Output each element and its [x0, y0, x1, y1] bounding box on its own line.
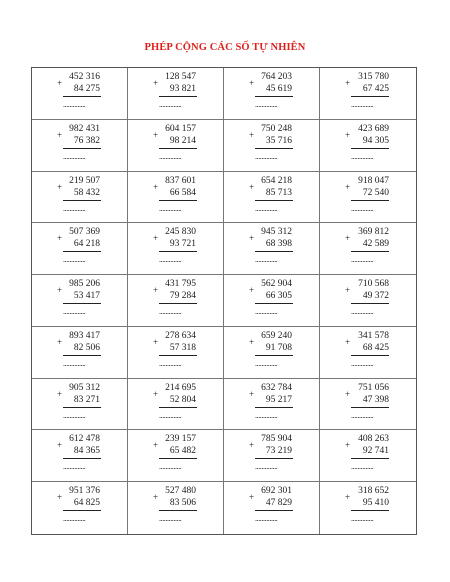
- answer-blank[interactable]: ..............: [351, 514, 374, 524]
- problem-cell: [320, 120, 416, 172]
- problem-cell: [224, 120, 320, 172]
- plus-sign: +: [153, 440, 159, 451]
- sum-line: [63, 251, 101, 252]
- problem-cell: [320, 172, 416, 224]
- first-addend: 527 480: [165, 486, 196, 497]
- problem-cell: [320, 327, 416, 379]
- answer-blank[interactable]: ..............: [159, 255, 182, 265]
- plus-sign: +: [345, 492, 351, 503]
- second-addend: 94 305: [362, 135, 389, 146]
- answer-blank[interactable]: ..............: [159, 462, 182, 472]
- problem-cell: [32, 379, 128, 431]
- sum-line: [351, 458, 389, 459]
- answer-blank[interactable]: ..............: [255, 255, 278, 265]
- second-addend: 98 214: [169, 135, 196, 146]
- second-addend: 93 821: [169, 84, 196, 94]
- answer-blank[interactable]: ..............: [255, 151, 278, 161]
- second-addend: 45 619: [265, 84, 292, 94]
- sum-line: [159, 200, 197, 201]
- second-addend: 67 425: [362, 84, 389, 94]
- plus-sign: +: [345, 78, 351, 88]
- problem-cell: [320, 68, 416, 120]
- plus-sign: +: [57, 440, 63, 451]
- plus-sign: +: [153, 492, 159, 503]
- sum-line: [159, 148, 197, 149]
- first-addend: 905 312: [69, 382, 100, 393]
- sum-line: [351, 251, 389, 252]
- page-title: PHÉP CỘNG CÁC SỐ TỰ NHIÊN: [144, 42, 306, 53]
- first-addend: 785 904: [261, 434, 292, 445]
- problem-cell: [224, 172, 320, 224]
- first-addend: 750 248: [261, 123, 292, 134]
- second-addend: 73 219: [265, 446, 292, 457]
- problem-cell: [32, 223, 128, 275]
- second-addend: 85 713: [265, 187, 292, 198]
- answer-blank[interactable]: ..............: [63, 151, 86, 161]
- second-addend: 84 365: [73, 446, 100, 457]
- first-addend: 278 634: [165, 330, 196, 341]
- sum-line: [255, 303, 293, 304]
- plus-sign: +: [57, 388, 63, 399]
- answer-blank[interactable]: ..............: [351, 255, 374, 265]
- answer-blank[interactable]: ..............: [63, 462, 86, 472]
- second-addend: 66 305: [265, 291, 292, 302]
- second-addend: 68 398: [265, 239, 292, 250]
- first-addend: 751 056: [358, 382, 389, 393]
- sum-line: [255, 148, 293, 149]
- problem-cell: [128, 379, 224, 431]
- plus-sign: +: [57, 78, 63, 88]
- second-addend: 47 829: [265, 498, 292, 509]
- answer-blank[interactable]: ..............: [255, 514, 278, 524]
- plus-sign: +: [249, 285, 255, 296]
- answer-blank[interactable]: ..............: [351, 203, 374, 213]
- answer-blank[interactable]: ..............: [63, 255, 86, 265]
- answer-blank[interactable]: ..............: [63, 358, 86, 368]
- problem-cell: [320, 275, 416, 327]
- answer-blank[interactable]: ..............: [255, 462, 278, 472]
- problem-cell: [128, 327, 224, 379]
- second-addend: 76 382: [73, 135, 100, 146]
- sum-line: [159, 407, 197, 408]
- first-addend: 710 568: [358, 279, 389, 290]
- answer-blank[interactable]: ..............: [63, 410, 86, 420]
- answer-blank[interactable]: ..............: [63, 514, 86, 524]
- sum-line: [159, 458, 197, 459]
- sum-line: [351, 355, 389, 356]
- first-addend: 341 578: [358, 330, 389, 341]
- answer-blank[interactable]: ..............: [159, 307, 182, 317]
- plus-sign: +: [57, 336, 63, 347]
- second-addend: 65 482: [169, 446, 196, 457]
- answer-blank[interactable]: ..............: [159, 358, 182, 368]
- first-addend: 982 431: [69, 123, 100, 134]
- first-addend: 315 780: [358, 72, 389, 82]
- first-addend: 692 301: [261, 486, 292, 497]
- sum-line: [255, 251, 293, 252]
- plus-sign: +: [153, 233, 159, 244]
- first-addend: 245 830: [165, 227, 196, 238]
- sum-line: [63, 303, 101, 304]
- sum-line: [351, 303, 389, 304]
- second-addend: 95 217: [265, 394, 292, 405]
- second-addend: 52 804: [169, 394, 196, 405]
- sum-line: [63, 510, 101, 511]
- answer-blank[interactable]: ..............: [351, 410, 374, 420]
- problem-cell: [32, 120, 128, 172]
- problem-cell: [320, 223, 416, 275]
- first-addend: 369 812: [358, 227, 389, 238]
- second-addend: 93 721: [169, 239, 196, 250]
- plus-sign: +: [345, 440, 351, 451]
- sum-line: [63, 407, 101, 408]
- sum-line: [351, 200, 389, 201]
- second-addend: 91 708: [265, 342, 292, 353]
- first-addend: 239 157: [165, 434, 196, 445]
- plus-sign: +: [57, 129, 63, 140]
- plus-sign: +: [153, 336, 159, 347]
- problem-cell: [320, 430, 416, 482]
- sum-line: [351, 96, 389, 97]
- sum-line: [159, 510, 197, 511]
- problem-cell: [320, 482, 416, 534]
- first-addend: 452 316: [69, 72, 100, 82]
- sum-line: [63, 96, 101, 97]
- answer-blank[interactable]: ..............: [63, 203, 86, 213]
- second-addend: 58 432: [73, 187, 100, 198]
- plus-sign: +: [153, 181, 159, 192]
- second-addend: 92 741: [362, 446, 389, 457]
- answer-blank[interactable]: ..............: [351, 358, 374, 368]
- problem-cell: [32, 327, 128, 379]
- sum-line: [351, 148, 389, 149]
- second-addend: 42 589: [362, 239, 389, 250]
- answer-blank[interactable]: ..............: [255, 307, 278, 317]
- plus-sign: +: [249, 336, 255, 347]
- problem-cell: [128, 172, 224, 224]
- first-addend: 893 417: [69, 330, 100, 341]
- second-addend: 83 271: [73, 394, 100, 405]
- answer-blank[interactable]: ..............: [255, 358, 278, 368]
- answer-blank[interactable]: ..............: [159, 410, 182, 420]
- problem-cell: [32, 482, 128, 534]
- plus-sign: +: [153, 78, 159, 88]
- plus-sign: +: [249, 129, 255, 140]
- second-addend: 66 584: [169, 187, 196, 198]
- second-addend: 35 716: [265, 135, 292, 146]
- second-addend: 49 372: [362, 291, 389, 302]
- problem-cell: [128, 430, 224, 482]
- plus-sign: +: [57, 181, 63, 192]
- problem-cell: [320, 379, 416, 431]
- problem-cell: [128, 223, 224, 275]
- plus-sign: +: [249, 78, 255, 88]
- second-addend: 83 506: [169, 498, 196, 509]
- problem-cell: [224, 68, 320, 120]
- sum-line: [159, 96, 197, 97]
- sum-line: [63, 148, 101, 149]
- first-addend: 918 047: [358, 175, 389, 186]
- answer-blank[interactable]: ..............: [255, 203, 278, 213]
- second-addend: 47 398: [362, 394, 389, 405]
- plus-sign: +: [153, 129, 159, 140]
- first-addend: 945 312: [261, 227, 292, 238]
- first-addend: 562 904: [261, 279, 292, 290]
- first-addend: 507 369: [69, 227, 100, 238]
- plus-sign: +: [57, 492, 63, 503]
- first-addend: 318 652: [358, 486, 389, 497]
- sum-line: [255, 96, 293, 97]
- sum-line: [255, 510, 293, 511]
- answer-blank[interactable]: ..............: [255, 410, 278, 420]
- plus-sign: +: [249, 181, 255, 192]
- problem-cell: [32, 275, 128, 327]
- first-addend: 423 689: [358, 123, 389, 134]
- problem-cell: [32, 430, 128, 482]
- second-addend: 72 540: [362, 187, 389, 198]
- plus-sign: +: [57, 285, 63, 296]
- first-addend: 985 206: [69, 279, 100, 290]
- second-addend: 68 425: [362, 342, 389, 353]
- second-addend: 53 417: [73, 291, 100, 302]
- sum-line: [159, 251, 197, 252]
- second-addend: 64 218: [73, 239, 100, 250]
- plus-sign: +: [345, 336, 351, 347]
- first-addend: 654 218: [261, 175, 292, 186]
- first-addend: 837 601: [165, 175, 196, 186]
- addition-problem-grid: [31, 67, 417, 535]
- problem-cell: [224, 223, 320, 275]
- plus-sign: +: [345, 233, 351, 244]
- answer-blank[interactable]: ..............: [63, 100, 86, 109]
- problem-cell: [128, 275, 224, 327]
- sum-line: [63, 355, 101, 356]
- answer-blank[interactable]: ..............: [159, 203, 182, 213]
- plus-sign: +: [345, 129, 351, 140]
- first-addend: 408 263: [358, 434, 389, 445]
- first-addend: 659 240: [261, 330, 292, 341]
- second-addend: 84 275: [73, 84, 100, 94]
- plus-sign: +: [153, 285, 159, 296]
- answer-blank[interactable]: ..............: [351, 151, 374, 161]
- answer-blank[interactable]: ..............: [255, 100, 278, 109]
- sum-line: [351, 407, 389, 408]
- second-addend: 95 410: [362, 498, 389, 509]
- second-addend: 79 284: [169, 291, 196, 302]
- sum-line: [351, 510, 389, 511]
- problem-cell: [224, 482, 320, 534]
- first-addend: 764 203: [261, 72, 292, 82]
- first-addend: 431 795: [165, 279, 196, 290]
- second-addend: 82 506: [73, 342, 100, 353]
- sum-line: [255, 407, 293, 408]
- problem-cell: [128, 68, 224, 120]
- problem-cell: [224, 275, 320, 327]
- sum-line: [63, 458, 101, 459]
- sum-line: [255, 458, 293, 459]
- answer-blank[interactable]: ..............: [63, 307, 86, 317]
- plus-sign: +: [249, 233, 255, 244]
- first-addend: 128 547: [165, 72, 196, 82]
- problem-cell: [224, 430, 320, 482]
- first-addend: 219 507: [69, 175, 100, 186]
- plus-sign: +: [249, 492, 255, 503]
- plus-sign: +: [345, 181, 351, 192]
- problem-cell: [32, 68, 128, 120]
- sum-line: [255, 355, 293, 356]
- first-addend: 612 478: [69, 434, 100, 445]
- answer-blank[interactable]: ..............: [159, 151, 182, 161]
- first-addend: 951 376: [69, 486, 100, 497]
- sum-line: [159, 355, 197, 356]
- first-addend: 604 157: [165, 123, 196, 134]
- problem-cell: [224, 327, 320, 379]
- answer-blank[interactable]: ..............: [351, 462, 374, 472]
- problem-cell: [128, 120, 224, 172]
- sum-line: [159, 303, 197, 304]
- first-addend: 214 695: [165, 382, 196, 393]
- answer-blank[interactable]: ..............: [351, 307, 374, 317]
- plus-sign: +: [345, 285, 351, 296]
- answer-blank[interactable]: ..............: [351, 100, 374, 109]
- sum-line: [255, 200, 293, 201]
- plus-sign: +: [153, 388, 159, 399]
- problem-cell: [128, 482, 224, 534]
- plus-sign: +: [249, 388, 255, 399]
- plus-sign: +: [345, 388, 351, 399]
- problem-cell: [32, 172, 128, 224]
- plus-sign: +: [249, 440, 255, 451]
- answer-blank[interactable]: ..............: [159, 514, 182, 524]
- problem-cell: [224, 379, 320, 431]
- sum-line: [63, 200, 101, 201]
- first-addend: 632 784: [261, 382, 292, 393]
- second-addend: 64 825: [73, 498, 100, 509]
- plus-sign: +: [57, 233, 63, 244]
- second-addend: 57 318: [169, 342, 196, 353]
- answer-blank[interactable]: ..............: [159, 100, 182, 109]
